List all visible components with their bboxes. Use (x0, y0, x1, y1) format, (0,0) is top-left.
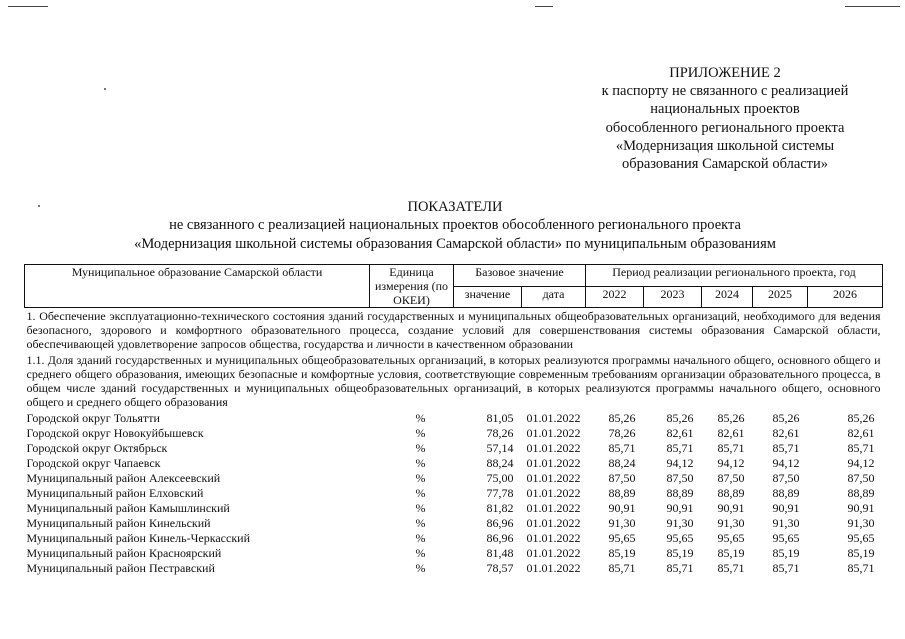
unit-cell: % (415, 425, 426, 440)
value-2026-cell: 94,12 (847, 455, 875, 470)
value-2023-cell: 85,19 (666, 545, 694, 560)
value-2024-cell: 85,26 (717, 410, 745, 425)
unit-cell: % (415, 455, 426, 470)
header-base-value: значение (454, 286, 522, 308)
value-2025-cell: 85,19 (772, 545, 800, 560)
appendix-line: национальных проектов (650, 101, 800, 118)
table-row (25, 545, 883, 560)
subsection-heading: 1.1. Доля зданий государственных и муниципальных общеобразовательных организаций, в которых реализуются программы начального общего, основного общего и среднего общего образования, имеющих безопасные и комфортные условия, соответствующие современным требованиям организации образовательного процесса, в общем числе зданий государственных и муниципальных общеобразовательных организаций, в которых реализуются программы начального общего, основного общего и среднего общего образования (26, 353, 881, 409)
title-line: не связанного с реализацией национальных проектов обособленного регионального проекта (169, 217, 741, 234)
value-2024-cell: 94,12 (717, 455, 745, 470)
unit-cell: % (415, 485, 426, 500)
table-row (25, 440, 883, 455)
appendix-line: «Модернизация школьной системы (615, 137, 835, 154)
base-date-cell: 01.01.2022 (526, 470, 581, 485)
value-2022-cell: 90,91 (608, 500, 636, 515)
base-date-cell: 01.01.2022 (526, 560, 581, 575)
value-2022-cell: 85,71 (608, 440, 636, 455)
title-line: «Модернизация школьной системы образования Самарской области» по муниципальным образованиям (134, 235, 776, 252)
section-heading: 1. Обеспечение эксплуатационно-технического состояния зданий государственных и муниципальных общеобразовательных организаций, необходимого для ведения безопасного, здорового и комфортного образовательного процесса, создание условий для совершенствования системы образования Самарской области, обеспечивающей удовлетворение запросов общества, государства и личности в качественном образовании (26, 309, 881, 351)
base-value-cell: 78,57 (486, 560, 514, 575)
indicators-table (24, 264, 883, 575)
value-2025-cell: 88,89 (772, 485, 800, 500)
value-2025-cell: 94,12 (772, 455, 800, 470)
base-value-cell: 81,05 (486, 410, 514, 425)
municipality-cell: Муниципальный район Алексеевский (26, 470, 221, 485)
appendix-title: ПРИЛОЖЕНИЕ 2 (669, 65, 781, 81)
table-row (25, 470, 883, 485)
header-municipality: Муниципальное образование Самарской области (25, 265, 370, 308)
table-row (25, 455, 883, 470)
base-date-cell: 01.01.2022 (526, 530, 581, 545)
document-title (20, 198, 890, 253)
value-2025-cell: 85,26 (772, 410, 800, 425)
appendix-line: к паспорту не связанного с реализацией (601, 83, 849, 100)
value-2026-cell: 85,71 (847, 440, 875, 455)
header-base: Базовое значение (454, 265, 586, 287)
base-date-cell: 01.01.2022 (526, 545, 581, 560)
appendix-line: образования Самарской области» (621, 156, 829, 173)
table-row (25, 515, 883, 530)
value-2023-cell: 88,89 (666, 485, 694, 500)
base-date-cell: 01.01.2022 (526, 410, 581, 425)
value-2025-cell: 85,71 (772, 560, 800, 575)
municipality-cell: Муниципальный район Красноярский (26, 545, 222, 560)
value-2023-cell: 90,91 (666, 500, 694, 515)
value-2024-cell: 85,71 (717, 440, 745, 455)
value-2026-cell: 85,26 (847, 410, 875, 425)
unit-cell: % (415, 545, 426, 560)
value-2026-cell: 90,91 (847, 500, 875, 515)
value-2025-cell: 90,91 (772, 500, 800, 515)
value-2022-cell: 85,19 (608, 545, 636, 560)
value-2022-cell: 85,26 (608, 410, 636, 425)
table-rows (25, 410, 883, 575)
value-2023-cell: 95,65 (666, 530, 694, 545)
table-row (25, 500, 883, 515)
value-2025-cell: 91,30 (772, 515, 800, 530)
title-main: ПОКАЗАТЕЛИ (407, 199, 503, 215)
base-value-cell: 86,96 (486, 530, 514, 545)
table-row (25, 560, 883, 575)
header-base-date: дата (522, 286, 586, 308)
value-2025-cell: 82,61 (772, 425, 800, 440)
municipality-cell: Муниципальный район Елховский (26, 485, 204, 500)
value-2022-cell: 87,50 (608, 470, 636, 485)
base-value-cell: 78,26 (486, 425, 514, 440)
header-year: 2025 (753, 286, 808, 308)
table-row (25, 410, 883, 425)
value-2022-cell: 95,65 (608, 530, 636, 545)
base-date-cell: 01.01.2022 (526, 440, 581, 455)
scan-artifact-line (535, 6, 553, 7)
value-2023-cell: 91,30 (666, 515, 694, 530)
value-2022-cell: 85,71 (608, 560, 636, 575)
scan-artifact-line (8, 6, 48, 7)
base-date-cell: 01.01.2022 (526, 425, 581, 440)
municipality-cell: Городской округ Тольятти (26, 410, 160, 425)
municipality-cell: Муниципальный район Камышлинский (26, 500, 230, 515)
value-2025-cell: 85,71 (772, 440, 800, 455)
value-2024-cell: 91,30 (717, 515, 745, 530)
header-year: 2022 (586, 286, 644, 308)
base-value-cell: 75,00 (486, 470, 514, 485)
unit-cell: % (415, 410, 426, 425)
value-2024-cell: 88,89 (717, 485, 745, 500)
value-2026-cell: 85,71 (847, 560, 875, 575)
municipality-cell: Муниципальный район Кинель-Черкасский (26, 530, 251, 545)
municipality-cell: Муниципальный район Пестравский (26, 560, 215, 575)
table-row (25, 530, 883, 545)
value-2026-cell: 82,61 (847, 425, 875, 440)
header-year: 2026 (808, 286, 883, 308)
appendix-line: обособленного регионального проекта (605, 119, 845, 136)
value-2026-cell: 88,89 (847, 485, 875, 500)
header-unit: Единица измерения (по ОКЕИ) (370, 265, 454, 308)
value-2024-cell: 85,19 (717, 545, 745, 560)
header-year: 2023 (644, 286, 702, 308)
base-value-cell: 57,14 (486, 440, 514, 455)
municipality-cell: Городской округ Октябрьск (26, 440, 168, 455)
base-date-cell: 01.01.2022 (526, 485, 581, 500)
value-2022-cell: 91,30 (608, 515, 636, 530)
unit-cell: % (415, 515, 426, 530)
value-2023-cell: 82,61 (666, 425, 694, 440)
value-2024-cell: 85,71 (717, 560, 745, 575)
base-date-cell: 01.01.2022 (526, 455, 581, 470)
value-2026-cell: 91,30 (847, 515, 875, 530)
base-value-cell: 81,48 (486, 545, 514, 560)
table-row (25, 485, 883, 500)
value-2024-cell: 87,50 (717, 470, 745, 485)
value-2025-cell: 95,65 (772, 530, 800, 545)
value-2026-cell: 87,50 (847, 470, 875, 485)
base-value-cell: 86,96 (486, 515, 514, 530)
appendix-header (560, 64, 890, 173)
unit-cell: % (415, 470, 426, 485)
unit-cell: % (415, 500, 426, 515)
value-2023-cell: 85,71 (666, 560, 694, 575)
base-date-cell: 01.01.2022 (526, 515, 581, 530)
value-2024-cell: 82,61 (717, 425, 745, 440)
unit-cell: % (415, 560, 426, 575)
base-date-cell: 01.01.2022 (526, 500, 581, 515)
value-2022-cell: 88,24 (608, 455, 636, 470)
municipality-cell: Муниципальный район Кинельский (26, 515, 211, 530)
scan-artifact-line (845, 6, 900, 7)
municipality-cell: Городской округ Новокуйбышевск (26, 425, 204, 440)
header-year: 2024 (702, 286, 753, 308)
base-value-cell: 77,78 (486, 485, 514, 500)
header-period: Период реализации регионального проекта, год (586, 265, 883, 287)
value-2022-cell: 88,89 (608, 485, 636, 500)
base-value-cell: 88,24 (486, 455, 514, 470)
municipality-cell: Городской округ Чапаевск (26, 455, 161, 470)
value-2025-cell: 87,50 (772, 470, 800, 485)
base-value-cell: 81,82 (486, 500, 514, 515)
value-2023-cell: 85,71 (666, 440, 694, 455)
unit-cell: % (415, 530, 426, 545)
value-2024-cell: 90,91 (717, 500, 745, 515)
value-2023-cell: 94,12 (666, 455, 694, 470)
value-2026-cell: 85,19 (847, 545, 875, 560)
value-2022-cell: 78,26 (608, 425, 636, 440)
scan-artifact-dot (104, 88, 106, 90)
table-row (25, 425, 883, 440)
value-2024-cell: 95,65 (717, 530, 745, 545)
value-2023-cell: 87,50 (666, 470, 694, 485)
unit-cell: % (415, 440, 426, 455)
value-2026-cell: 95,65 (847, 530, 875, 545)
value-2023-cell: 85,26 (666, 410, 694, 425)
